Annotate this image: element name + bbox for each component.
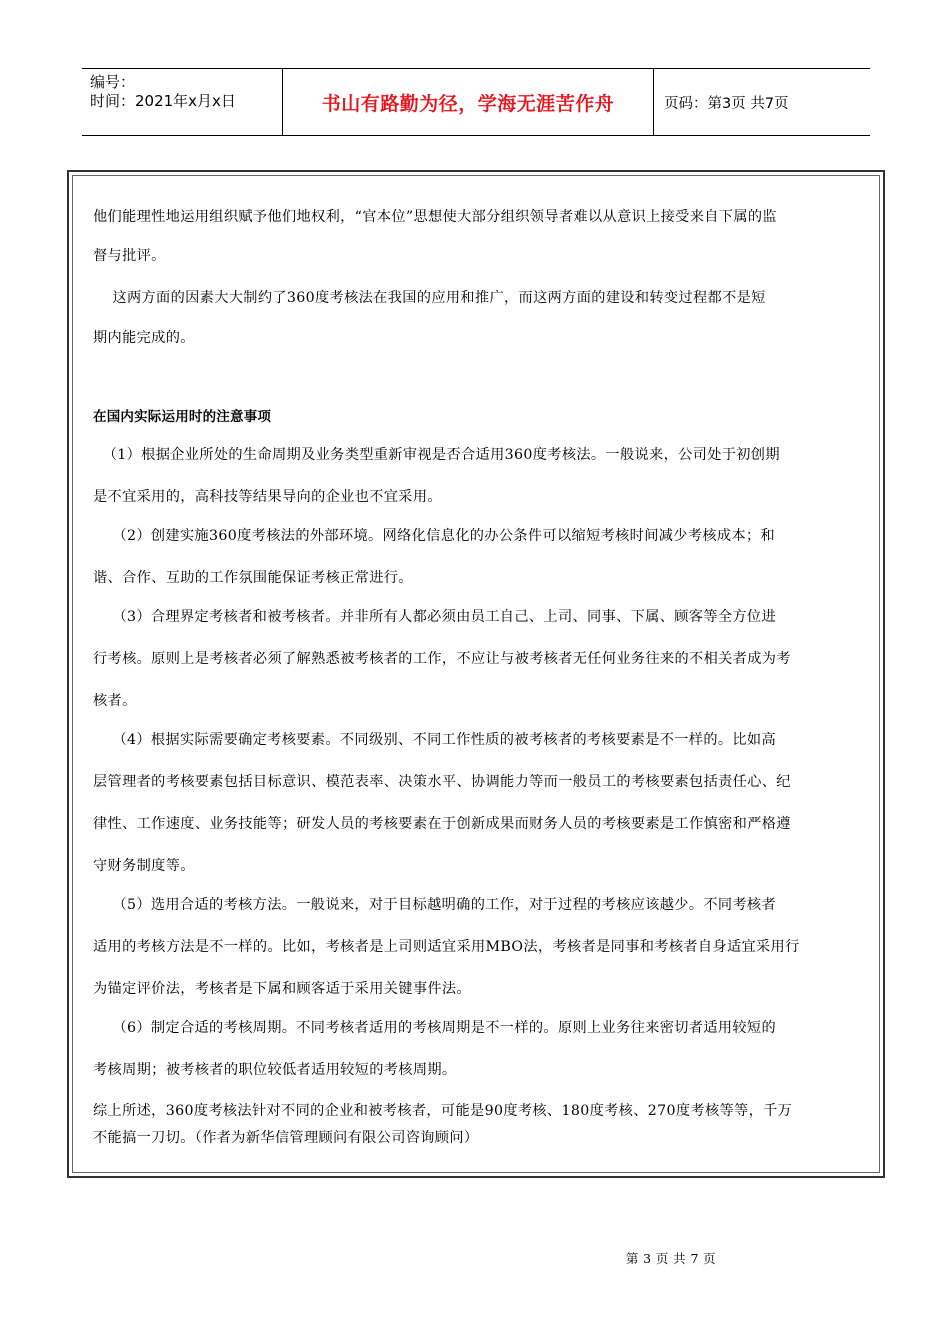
section-heading: 在国内实际运用时的注意事项 (93, 409, 272, 425)
page-footer (0, 1249, 950, 1267)
body-line: （4）根据实际需要确定考核要素。不同级别、不同工作性质的被考核者的考核要素是不一样的。比如高 (93, 732, 777, 748)
body-line: 综上所述，360度考核法针对不同的企业和被考核者，可能是90度考核、180度考核、270度考核等等，千万 (93, 1103, 793, 1119)
header-motto-cell (282, 69, 654, 135)
header-motto: 书山有路勤为径，学海无涯苦作舟 (321, 92, 615, 115)
body-line: （3）合理界定考核者和被考核者。并非所有人都必须由员工自己、上司、同事、下属、顾客等全方位进 (93, 609, 777, 625)
body-line: 守财务制度等。 (93, 858, 195, 874)
body-line: 律性、工作速度、业务技能等；研发人员的考核要素在于创新成果而财务人员的考核要素是工作慎密和严格遵 (93, 816, 791, 832)
body-line: 不能搞一刀切。（作者为新华信管理顾问有限公司咨询顾问） (93, 1130, 479, 1146)
body-line: 适用的考核方法是不一样的。比如，考核者是上司则适宜采用MBO法，考核者是同事和考核者自身适宜采用行 (93, 939, 800, 955)
body-line: 核者。 (93, 693, 137, 709)
body-line: 为锚定评价法，考核者是下属和顾客适于采用关键事件法。 (93, 981, 471, 997)
body-line: 考核周期；被考核者的职位较低者适用较短的考核周期。 (93, 1062, 457, 1078)
body-line: （6）制定合适的考核周期。不同考核者适用的考核周期是不一样的。原则上业务往来密切者适用较短的 (93, 1020, 777, 1036)
body-line: 层管理者的考核要素包括目标意识、模范表率、决策水平、协调能力等而一般员工的考核要素包括责任心、纪 (93, 774, 791, 790)
body-line: 谐、合作、互助的工作氛围能保证考核正常进行。 (93, 570, 413, 586)
body-line: 他们能理性地运用组织赋予他们地权利，“官本位”思想使大部分组织领导者难以从意识上接受来自下属的监 (93, 209, 777, 225)
document-time-label: 时间：2021年x月x日 (90, 92, 236, 110)
body-line: 是不宜采用的，高科技等结果导向的企业也不宜采用。 (93, 489, 442, 505)
body-line: （5）选用合适的考核方法。一般说来，对于目标越明确的工作，对于过程的考核应该越少。不同考核者 (93, 897, 777, 913)
body-line: （1）根据企业所处的生命周期及业务类型重新审视是否合适用360度考核法。一般说来，公司处于初创期 (93, 447, 780, 463)
header-left-cell (82, 69, 282, 135)
body-line: 督与批评。 (93, 248, 166, 264)
page-number-footer: 第 3 页 共 7 页 (625, 1251, 717, 1266)
header-page-code: 页码：第3页 共7页 (664, 95, 789, 112)
page-header (82, 68, 870, 136)
body-line: 期内能完成的。 (93, 330, 195, 346)
body-line: 行考核。原则上是考核者必须了解熟悉被考核者的工作，不应让与被考核者无任何业务往来的不相关者成为考 (93, 651, 791, 667)
body-line: （2）创建实施360度考核法的外部环境。网络化信息化的办公条件可以缩短考核时间减少考核成本；和 (93, 528, 776, 544)
body-line: 这两方面的因素大大制约了360度考核法在我国的应用和推广，而这两方面的建设和转变过程都不是短 (93, 290, 766, 306)
document-number-label: 编号： (90, 73, 136, 91)
